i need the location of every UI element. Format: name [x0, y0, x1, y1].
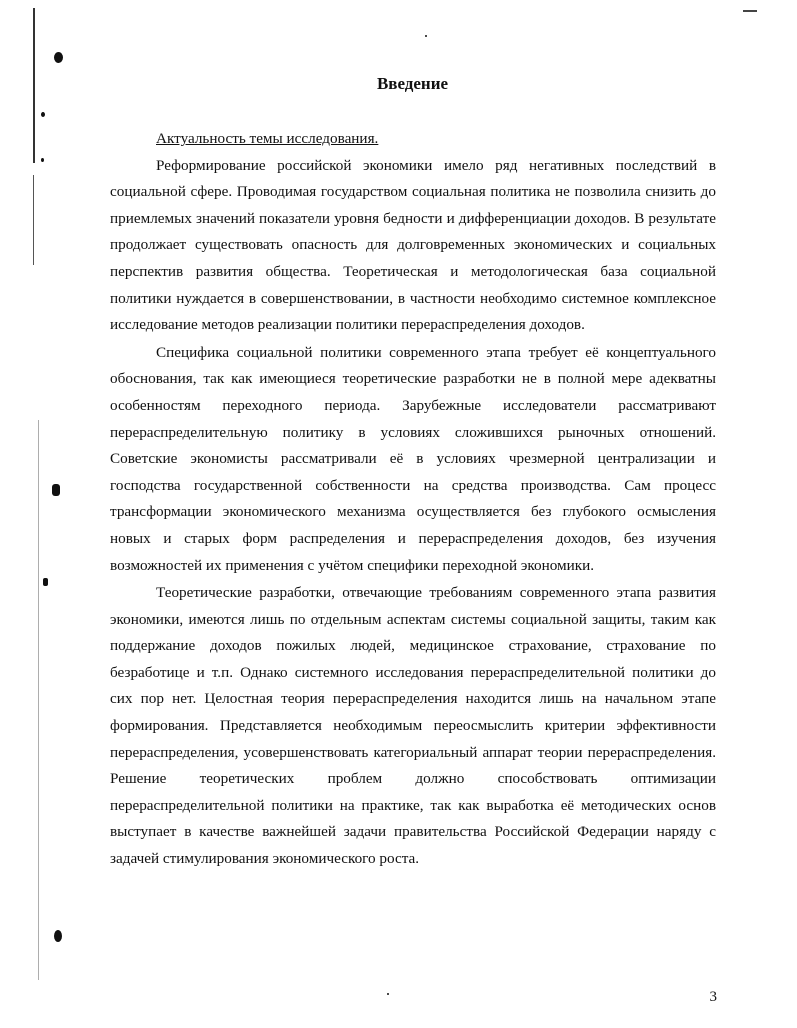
binder-hole-mark — [54, 930, 62, 942]
scan-speck — [425, 35, 427, 37]
page-number: 3 — [709, 989, 717, 1005]
scan-edge-line — [33, 175, 34, 265]
scan-speck — [41, 158, 44, 162]
paragraph: Теоретические разработки, отвечающие требованиям современного этапа развития экономики, имеются лишь по отдельным аспектам системы социальной защиты, таким как поддержание доходов пожилых людей, медицинское страхование, страхование по безработице и т.п. Однако системного исследования перераспределительной политики до сих пор нет. Целостная теория перераспределения находится лишь на начальном этапе формирования. Представляется необходимым переосмыслить критерии эффективности перераспределения, усовершенствовать категориальный аппарат теории перераспределения. Решение теоретических проблем должно способствовать оптимизации перераспределительной политики на практике, так как выработка её методических основ выступает в качестве важнейшей задачи правительства Российской Федерации наряду с задачей стимулирования экономического роста. — [110, 584, 716, 868]
paragraph: Специфика социальной политики современного этапа требует её концептуального обоснования, так как имеющиеся теоретические разработки не в полной мере адекватны особенностям переходного периода. Зарубежные исследователи рассматривают перераспределительную политику в условиях сложившихся рыночных отношений. Советские экономисты рассматривали её в условиях чрезмерной централизации и господства государственной собственности на средства производства. Сам процесс трансформации экономического механизма осуществляется без глубокого осмысления новых и старых форм распределения и перераспределения доходов, без изучения возможностей их применения с учётом специфики переходной экономики. — [110, 343, 716, 574]
binder-hole-mark — [54, 52, 63, 63]
scan-speck — [743, 10, 757, 12]
scan-speck — [387, 993, 389, 995]
section-subheading: Актуальность темы исследования. — [156, 130, 379, 147]
document-body — [110, 126, 716, 873]
scan-speck — [41, 112, 45, 117]
binder-hole-mark — [52, 484, 60, 496]
paragraph: Реформирование российской экономики имело ряд негативных последствий в социальной сфере. Проводимая государством социальная политика не позволила снизить до приемлемых значений показатели уровня бедности и дифференциации доходов. В результате продолжает существовать опасность для долговременных экономических и социальных перспектив развития общества. Теоретическая и методологическая база социальной политики нуждается в совершенствовании, в частности необходимо системное комплексное исследование методов реализации политики перераспределения доходов. — [110, 156, 716, 334]
scan-speck — [43, 578, 48, 586]
scan-edge-line — [38, 420, 39, 980]
page-title: Введение — [376, 74, 449, 93]
